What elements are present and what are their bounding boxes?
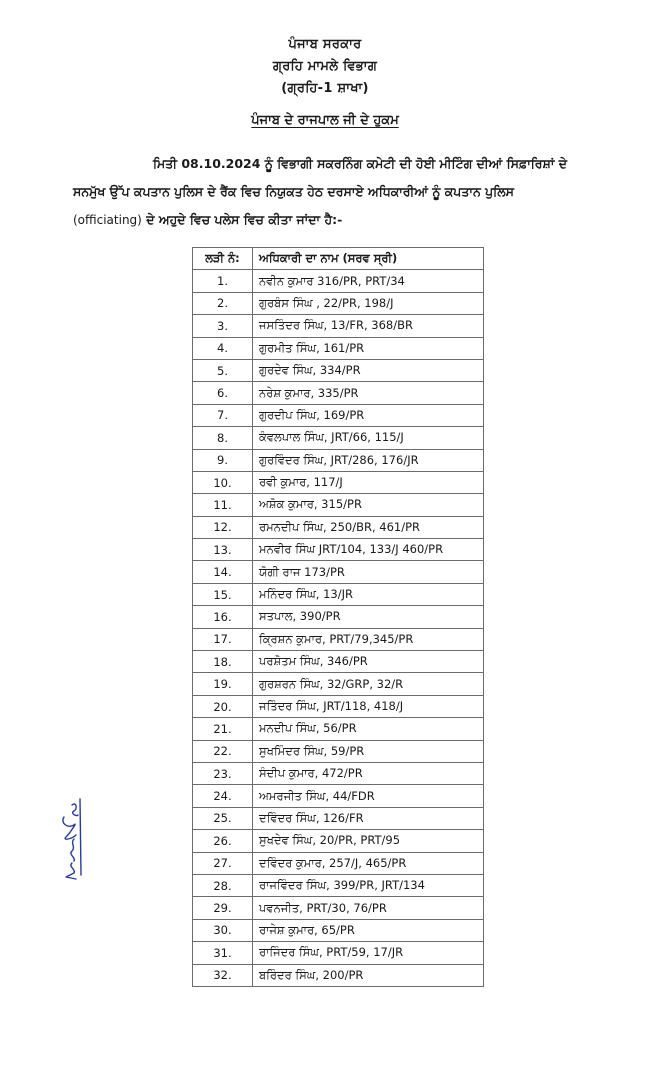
- serial-number-cell: 3.: [193, 315, 253, 337]
- serial-number-cell: 20.: [193, 695, 253, 717]
- officer-name-cell: ਕੰਵਲਪਾਲ ਸਿੰਘ, JRT/66, 115/J: [253, 427, 484, 449]
- table-row: [193, 830, 484, 852]
- officer-name-cell: ਰਵੀ ਕੁਮਾਰ, 117/J: [253, 471, 484, 493]
- serial-number-cell: 25.: [193, 807, 253, 829]
- serial-number-cell: 12.: [193, 516, 253, 538]
- officer-name-cell: ਗੁਰਬੰਸ ਸਿੰਘ , 22/PR, 198/J: [253, 292, 484, 314]
- serial-number-cell: 27.: [193, 852, 253, 874]
- table-row: [193, 315, 484, 337]
- table-header-row: [193, 248, 484, 270]
- officer-name-cell: ਗੁਰਦੇਵ ਸਿੰਘ, 334/PR: [253, 359, 484, 381]
- paragraph-line-2: ਸਨਮੁੱਖ ਉੱਪ ਕਪਤਾਨ ਪੁਲਿਸ ਦੇ ਰੈਂਕ ਵਿਚ ਨਿਯੁਕਤ ਹੇਠ ਦਰਸਾਏ ਅਧਿਕਾਰੀਆਂ ਨੂੰ ਕਪਤਾਨ ਪੁਲਿਸ: [73, 184, 514, 199]
- officer-name-cell: ਅਮਰਜੀਤ ਸਿੰਘ, 44/FDR: [253, 785, 484, 807]
- serial-number-cell: 23.: [193, 762, 253, 784]
- officer-name-cell: ਸਤਪਾਲ, 390/PR: [253, 606, 484, 628]
- serial-number-cell: 14.: [193, 561, 253, 583]
- serial-number-cell: 30.: [193, 919, 253, 941]
- officer-name-cell: ਜਸਤਿੰਦਰ ਸਿੰਘ, 13/FR, 368/BR: [253, 315, 484, 337]
- order-paragraph: [73, 150, 633, 234]
- table-body: [193, 270, 484, 987]
- table-row: [193, 695, 484, 717]
- serial-number-cell: 15.: [193, 583, 253, 605]
- officers-table: [192, 247, 484, 987]
- table-row: [193, 673, 484, 695]
- officer-name-cell: ਮਨਦੀਪ ਸਿੰਘ, 56/PR: [253, 718, 484, 740]
- paragraph-line-1: ਮਿਤੀ 08.10.2024 ਨੂੰ ਵਿਭਾਗੀ ਸਕਰਨਿੰਗ ਕਮੇਟੀ ਦੀ ਹੋਈ ਮੀਟਿੰਗ ਦੀਆਂ ਸਿਫ਼ਾਰਿਸ਼ਾਂ ਦੇ: [153, 156, 568, 171]
- officer-name-cell: ਕ੍ਰਿਸ਼ਨ ਕੁਮਾਰ, PRT/79,345/PR: [253, 628, 484, 650]
- officer-name-cell: ਗੁਰਦੀਪ ਸਿੰਘ, 169/PR: [253, 404, 484, 426]
- table-row: [193, 651, 484, 673]
- table-row: [193, 942, 484, 964]
- paragraph-line-3: [73, 206, 633, 234]
- serial-number-cell: 5.: [193, 359, 253, 381]
- table-row: [193, 964, 484, 986]
- officer-name-cell: ਨਵੀਨ ਕੁਮਾਰ 316/PR, PRT/34: [253, 270, 484, 292]
- officer-name-cell: ਰਮਨਦੀਪ ਸਿੰਘ, 250/BR, 461/PR: [253, 516, 484, 538]
- table-row: [193, 919, 484, 941]
- officer-name-cell: ਨਰੇਸ਼ ਕੁਮਾਰ, 335/PR: [253, 382, 484, 404]
- signature: [50, 795, 100, 885]
- table-row: [193, 404, 484, 426]
- table-row: [193, 897, 484, 919]
- signature-icon: [50, 795, 100, 885]
- officer-name-cell: ਪਵਨਜੀਤ, PRT/30, 76/PR: [253, 897, 484, 919]
- officer-name-cell: ਜਤਿੰਦਰ ਸਿੰਘ, JRT/118, 418/J: [253, 695, 484, 717]
- table-row: [193, 852, 484, 874]
- serial-number-cell: 1.: [193, 270, 253, 292]
- serial-number-cell: 24.: [193, 785, 253, 807]
- table-row: [193, 449, 484, 471]
- serial-number-cell: 19.: [193, 673, 253, 695]
- serial-number-cell: 32.: [193, 964, 253, 986]
- serial-number-cell: 17.: [193, 628, 253, 650]
- table-row: [193, 382, 484, 404]
- serial-number-cell: 8.: [193, 427, 253, 449]
- serial-number-cell: 18.: [193, 651, 253, 673]
- officer-name-cell: ਸੁਖਦੇਵ ਸਿੰਘ, 20/PR, PRT/95: [253, 830, 484, 852]
- department-name: ਗ੍ਰਹਿ ਮਾਮਲੇ ਵਿਭਾਗ: [272, 59, 378, 74]
- serial-number-cell: 6.: [193, 382, 253, 404]
- serial-number-cell: 31.: [193, 942, 253, 964]
- table-row: [193, 807, 484, 829]
- table-row: [193, 874, 484, 896]
- officer-name-cell: ਰਾਜਿੰਦਰ ਸਿੰਘ, PRT/59, 17/JR: [253, 942, 484, 964]
- header-serial-number: ਲੜੀ ਨੰ:: [193, 248, 253, 270]
- officer-name-cell: ਸੰਦੀਪ ਕੁਮਾਰ, 472/PR: [253, 762, 484, 784]
- table-row: [193, 606, 484, 628]
- table-row: [193, 539, 484, 561]
- officer-name-cell: ਅਸ਼ੋਕ ਕੁਮਾਰ, 315/PR: [253, 494, 484, 516]
- serial-number-cell: 2.: [193, 292, 253, 314]
- table-row: [193, 516, 484, 538]
- table-row: [193, 785, 484, 807]
- table-row: [193, 337, 484, 359]
- table-row: [193, 583, 484, 605]
- officer-name-cell: ਰਾਜਵਿੰਦਰ ਸਿੰਘ, 399/PR, JRT/134: [253, 874, 484, 896]
- table-row: [193, 740, 484, 762]
- serial-number-cell: 11.: [193, 494, 253, 516]
- officer-name-cell: ਮਨਿੰਦਰ ਸਿੰਘ, 13/JR: [253, 583, 484, 605]
- government-name: ਪੰਜਾਬ ਸਰਕਾਰ: [288, 37, 362, 52]
- serial-number-cell: 22.: [193, 740, 253, 762]
- officer-name-cell: ਬਰਿੰਦਰ ਸਿੰਘ, 200/PR: [253, 964, 484, 986]
- serial-number-cell: 13.: [193, 539, 253, 561]
- table-row: [193, 628, 484, 650]
- table-row: [193, 427, 484, 449]
- officer-name-cell: ਗੁਰਸ਼ਰਨ ਸਿੰਘ, 32/GRP, 32/R: [253, 673, 484, 695]
- serial-number-cell: 4.: [193, 337, 253, 359]
- officer-name-cell: ਪਰਸ਼ੋਤਮ ਸਿੰਘ, 346/PR: [253, 651, 484, 673]
- table-row: [193, 359, 484, 381]
- serial-number-cell: 7.: [193, 404, 253, 426]
- table-row: [193, 718, 484, 740]
- serial-number-cell: 28.: [193, 874, 253, 896]
- table-row: [193, 471, 484, 493]
- officer-name-cell: ਗੁਰਵਿੰਦਰ ਸਿੰਘ, JRT/286, 176/JR: [253, 449, 484, 471]
- table-row: [193, 292, 484, 314]
- table-row: [193, 494, 484, 516]
- officer-name-cell: ਦਵਿੰਦਰ ਕੁਮਾਰ, 257/J, 465/PR: [253, 852, 484, 874]
- serial-number-cell: 9.: [193, 449, 253, 471]
- serial-number-cell: 29.: [193, 897, 253, 919]
- branch-name: (ਗ੍ਰਹਿ-1 ਸ਼ਾਖਾ): [281, 81, 369, 96]
- officer-name-cell: ਯੋਗੀ ਰਾਜ 173/PR: [253, 561, 484, 583]
- officer-name-cell: ਦਵਿੰਦਰ ਸਿੰਘ, 126/FR: [253, 807, 484, 829]
- serial-number-cell: 10.: [193, 471, 253, 493]
- table-row: [193, 762, 484, 784]
- paragraph-line-3-rest: ਦੇ ਅਹੁਦੇ ਵਿਚ ਪਲੇਸ ਵਿਚ ਕੀਤਾ ਜਾਂਦਾ ਹੈ:-: [141, 212, 343, 227]
- table-row: [193, 561, 484, 583]
- header-officer-name: ਅਧਿਕਾਰੀ ਦਾ ਨਾਮ (ਸਰਵ ਸ੍ਰੀ): [253, 248, 484, 270]
- document-header: [0, 34, 650, 100]
- officiating-text: (officiating): [73, 213, 142, 227]
- order-title: ਪੰਜਾਬ ਦੇ ਰਾਜਪਾਲ ਜੀ ਦੇ ਹੁਕਮ: [251, 113, 399, 128]
- officer-name-cell: ਰਾਜੇਸ਼ ਕੁਮਾਰ, 65/PR: [253, 919, 484, 941]
- serial-number-cell: 26.: [193, 830, 253, 852]
- officer-name-cell: ਗੁਰਮੀਤ ਸਿੰਘ, 161/PR: [253, 337, 484, 359]
- serial-number-cell: 21.: [193, 718, 253, 740]
- officer-name-cell: ਮਨਵੀਰ ਸਿੰਘ JRT/104, 133/J 460/PR: [253, 539, 484, 561]
- officer-name-cell: ਸੁਖਮਿੰਦਰ ਸਿੰਘ, 59/PR: [253, 740, 484, 762]
- serial-number-cell: 16.: [193, 606, 253, 628]
- table-row: [193, 270, 484, 292]
